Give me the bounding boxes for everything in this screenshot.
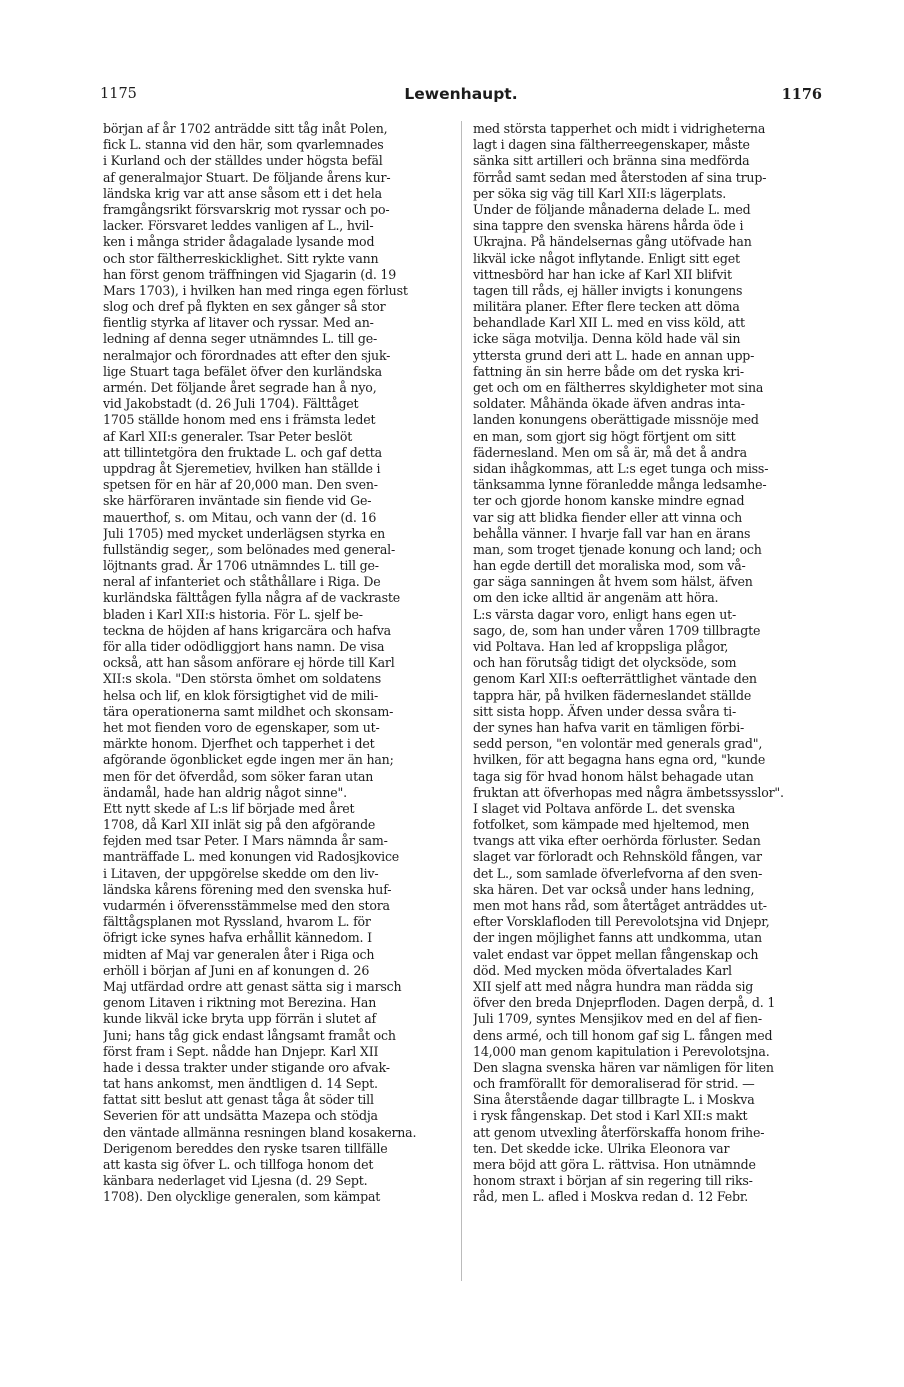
text-line: känbara nederlaget vid Ljesna (d. 29 Sept.	[103, 1173, 368, 1189]
text-line: kunde likväl icke bryta upp förrän i slutet af	[103, 1011, 376, 1027]
text-line: fruktan att öfverhopas med några ämbetssysslor".	[473, 784, 784, 800]
text-line: genom Karl XII:s oefterrättlighet väntade den	[473, 671, 757, 687]
text-line: sidan ihågkommas, att L:s eget tunga och miss-	[473, 460, 769, 476]
text-line: honom straxt i början af sin regering till riks-	[473, 1173, 753, 1189]
text-line: fientlig styrka af litaver och ryssar. Med an-	[103, 315, 374, 331]
text-line: XII:s skola. "Den största ömhet om soldatens	[103, 671, 382, 687]
text-line: men mot hans råd, som återtåget anträddes ut-	[473, 898, 767, 913]
text-line: ledning af denna seger utnämndes L. till ge-	[103, 331, 378, 347]
text-line: bladen i Karl XII:s historia. För L. sjelf be-	[103, 606, 363, 622]
text-line: vid Poltava. Han led af kroppsliga plågor,	[473, 639, 729, 654]
text-line: fattning än sin herre både om det ryska kri-	[473, 363, 744, 379]
text-line: i rysk fångenskap. Det stod i Karl XII:s makt	[473, 1108, 748, 1124]
text-line: Juli 1709, syntes Mensjikov med en del af fien-	[473, 1011, 762, 1027]
text-line: Maj utfärdad ordre att genast sätta sig i marsch	[103, 978, 402, 994]
text-line: ändamål, hade han aldrig något sinne".	[103, 784, 347, 800]
text-line: fattat sitt beslut att genast tåga åt söder till	[103, 1092, 374, 1108]
text-line: att kasta sig öfver L. och tillfoga honom det	[103, 1157, 374, 1172]
text-line: först fram i Sept. nådde han Dnjepr. Karl XII	[103, 1043, 379, 1059]
text-line: med största tapperhet och midt i vidrigheterna	[473, 121, 766, 136]
text-line: löjtnants grad. År 1706 utnämndes L. till ge-	[103, 558, 379, 574]
text-line: yttersta grund deri att L. hade en annan upp-	[473, 347, 755, 363]
text-line: valet endast var öppet mellan fångenskap och	[473, 946, 759, 962]
text-line: och framförallt för demoraliserad för strid. —	[473, 1076, 755, 1092]
text-line: Ukrajna. På händelsernas gång utöfvade han	[473, 234, 752, 250]
text-line: per söka sig väg till Karl XII:s lägerplats.	[473, 185, 727, 201]
text-line: tappra här, på hvilken fäderneslandet ställde	[473, 687, 752, 703]
text-line: i Kurland och der ställdes under högsta befäl	[103, 153, 383, 169]
text-line: sänka sitt artilleri och bränna sina medförda	[473, 153, 750, 169]
text-line: militära planer. Efter flere tecken att döma	[473, 299, 740, 315]
text-line: dens armé, och till honom gaf sig L. fången med	[473, 1027, 773, 1043]
text-line: var sig att blidka fiender eller att vinna och	[473, 509, 742, 525]
text-line: armén. Det följande året segrade han å nyo,	[103, 380, 377, 395]
text-line: behandlade Karl XII L. med en viss köld, att	[473, 315, 745, 331]
text-line: af Karl XII:s generaler. Tsar Peter beslöt	[103, 428, 353, 444]
column-divider	[461, 121, 462, 1281]
text-line: mauerthof, s. om Mitau, och vann der (d. 16	[103, 509, 377, 525]
text-line: fälttågsplanen mot Ryssland, hvarom L. för	[103, 914, 371, 930]
text-column-right	[473, 121, 823, 1206]
text-line: sago, de, som han under våren 1709 tillbragte	[473, 622, 761, 638]
text-line: han först genom träffningen vid Sjagarin (d. 19	[103, 266, 397, 282]
page-number-right: 1176	[781, 86, 822, 103]
text-line: der synes han hafva varit en tämligen förbi-	[473, 719, 745, 735]
text-line: L:s värsta dagar voro, enligt hans egen ut-	[473, 606, 737, 622]
page-header	[100, 86, 822, 108]
text-line: uppdrag åt Sjeremetiev, hvilken han ställde i	[103, 460, 381, 476]
text-line: sina tappre den svenska härens hårda öde i	[473, 218, 744, 234]
text-line: slog och dref på flykten en sex gånger så stor	[103, 299, 386, 315]
text-line: gar säga sanningen åt hvem som hälst, äfven	[473, 574, 753, 590]
text-line: Derigenom bereddes den ryske tsaren tillfälle	[103, 1140, 388, 1156]
text-line: vudarmén i öfverensstämmelse med den stora	[103, 898, 390, 913]
text-line: i Litaven, der uppgörelse skedde om den liv-	[103, 865, 379, 881]
text-line: framgångsrikt försvarskrig mot ryssar och po-	[103, 201, 390, 217]
text-line: efter Vorsklafloden till Perevolotsjna vid Dnjepr,	[473, 914, 770, 930]
text-line: afgörande ögonblicket egde ingen mer än han;	[103, 752, 394, 768]
text-line: Under de följande månaderna delade L. med	[473, 201, 751, 217]
text-line: genom Litaven i riktning mot Berezina. Han	[103, 995, 377, 1011]
text-line: öfrigt icke synes hafva erhållit kännedom. I	[103, 930, 372, 946]
text-line: en man, som gjort sig högt förtjent om sitt	[473, 428, 736, 444]
text-line: Ett nytt skede af L:s lif började med året	[103, 800, 355, 816]
text-line: get och om en fältherres skyldigheter mot sina	[473, 380, 764, 395]
text-line: soldater. Måhända ökade äfven andras inta-	[473, 396, 745, 412]
text-line: 1708). Den olycklige generalen, som kämpat	[103, 1189, 381, 1205]
text-line: fejden med tsar Peter. I Mars nämnda år sam-	[103, 833, 388, 849]
text-line: och stor fältherreskicklighet. Sitt rykte vann	[103, 250, 379, 266]
text-line: mera böjd att göra L. rättvisa. Hon utnämnde	[473, 1157, 756, 1172]
page-title: Lewenhaupt.	[404, 85, 518, 103]
text-line: om den icke alltid är angenäm att höra.	[473, 590, 719, 606]
text-line: lige Stuart taga befälet öfver den kurländska	[103, 363, 382, 379]
text-line: sitt sista hopp. Äfven under dessa svåra ti-	[473, 703, 737, 719]
text-line: lagt i dagen sina fältherreegenskaper, måste	[473, 137, 750, 153]
text-line: likväl icke något inflytande. Enligt sitt eget	[473, 250, 740, 266]
text-line: 14,000 man genom kapitulation i Perevolotsjna.	[473, 1043, 770, 1059]
text-line: Den slagna svenska hären var nämligen för liten	[473, 1059, 774, 1075]
text-line: fick L. stanna vid den här, som qvarlemnades	[103, 137, 384, 153]
text-line: Juni; hans tåg gick endast långsamt framåt och	[103, 1027, 396, 1043]
text-line: ländska krig var att anse såsom ett i det hela	[103, 185, 382, 201]
text-line: han egde dertill det moraliska mod, som vå-	[473, 558, 746, 574]
text-line: Mars 1703), i hvilken han med ringa egen förlust	[103, 282, 408, 298]
text-line: der ingen möjlighet fanns att undkomma, utan	[473, 930, 762, 946]
text-line: Sina återstående dagar tillbragte L. i Moskva	[473, 1092, 755, 1108]
text-line: neral af infanteriet och ståthållare i Riga. De	[103, 574, 381, 590]
text-line: att genom utvexling återförskaffa honom frihe-	[473, 1124, 765, 1140]
text-line: midten af Maj var generalen åter i Riga och	[103, 946, 375, 962]
text-line: taga sig för hvad honom hälst behagade utan	[473, 768, 754, 784]
text-line: 1708, då Karl XII inlät sig på den afgörande	[103, 817, 376, 833]
text-line: teckna de höjden af hans krigarcära och hafva	[103, 622, 391, 638]
text-line: hvilken, för att begagna hans egna ord, "kunde	[473, 752, 766, 768]
text-line: tagen till råds, ej häller invigts i konungens	[473, 282, 743, 298]
page-number-left: 1175	[100, 86, 137, 102]
text-line: tvangs att vika efter oerhörda förluster. Sedan	[473, 833, 761, 849]
text-line: icke säga motvilja. Denna köld hade väl sin	[473, 331, 741, 347]
text-line: slaget var förloradt och Rehnsköld fången, var	[473, 849, 762, 865]
text-line: ländska kårens förening med den svenska huf-	[103, 881, 392, 897]
text-line: Severien för att undsätta Mazepa och stödja	[103, 1108, 378, 1124]
text-line: för alla tider odödliggjort hans namn. De visa	[103, 639, 385, 654]
text-line: ske härföraren inväntade sin fiende vid Ge-	[103, 493, 372, 509]
text-line: förråd samt sedan med återstoden af sina trup-	[473, 169, 767, 185]
text-line: 1705 ställde honom med ens i främsta ledet	[103, 412, 376, 428]
text-line: början af år 1702 anträdde sitt tåg inåt Polen,	[103, 121, 388, 136]
text-line: I slaget vid Poltava anförde L. det svenska	[473, 800, 736, 816]
text-line: tänksamma lynne föranledde många ledsamhe-	[473, 477, 767, 493]
text-line: vittnesbörd har han icke af Karl XII blifvit	[473, 266, 732, 282]
text-line: död. Med mycken möda öfvertalades Karl	[473, 962, 732, 978]
text-line: het mot fienden voro de egenskaper, som ut-	[103, 719, 380, 735]
text-line: råd, men L. afled i Moskva redan d. 12 Febr.	[473, 1189, 749, 1205]
text-line: också, att han såsom anförare ej hörde till Karl	[103, 655, 395, 671]
text-line: tat hans ankomst, men ändtligen d. 14 Sept.	[103, 1076, 378, 1092]
text-line: ska hären. Det var också under hans ledning,	[473, 881, 755, 897]
text-line: landen konungens oberättigade missnöje med	[473, 412, 759, 428]
text-line: sedd person, "en volontär med generals grad",	[473, 736, 763, 752]
text-line: att tillintetgöra den fruktade L. och gaf detta	[103, 444, 382, 460]
text-line: lacker. Försvaret leddes vanligen af L., hvil-	[103, 218, 374, 234]
text-line: fotfolket, som kämpade med hjeltemod, men	[473, 817, 750, 833]
text-line: märkte honom. Djerfhet och tapperhet i det	[103, 736, 375, 752]
text-line: kurländska fälttågen fylla några af de vackraste	[103, 590, 400, 606]
text-line: helsa och lif, en klok försigtighet vid de mili-	[103, 687, 379, 703]
text-line: XII sjelf att med några hundra man rädda sig	[473, 978, 754, 994]
text-line: Juli 1705) med mycket underlägsen styrka en	[103, 525, 386, 541]
text-line: tära operationerna samt mildhet och skonsam-	[103, 703, 394, 719]
text-line: ten. Det skedde icke. Ulrika Eleonora var	[473, 1140, 730, 1156]
text-line: manträffade L. med konungen vid Radosjkovice	[103, 849, 400, 865]
text-line: fädernesland. Men om så är, må det å andra	[473, 444, 747, 460]
text-line: det L., som samlade öfverlefvorna af den sven-	[473, 865, 763, 881]
text-line: ter och gjorde honom kanske mindre egnad	[473, 493, 745, 509]
text-column-left	[103, 121, 453, 1206]
text-line: den väntade allmänna resningen bland kosakerna.	[103, 1124, 417, 1140]
text-line: af generalmajor Stuart. De följande årens kur-	[103, 169, 391, 185]
text-line: vid Jakobstadt (d. 26 Juli 1704). Fälttåget	[103, 396, 359, 412]
text-line: fullständig seger,, som belönades med general-	[103, 541, 396, 557]
text-line: öfver den breda Dnjeprfloden. Dagen derpå, d. 1	[473, 995, 776, 1011]
text-line: neralmajor och förordnades att efter den sjuk-	[103, 347, 391, 363]
text-line: behålla vänner. I hvarje fall var han en ärans	[473, 525, 751, 541]
text-line: man, som troget tjenade konung och land; och	[473, 541, 762, 557]
text-line: men för det öfverdåd, som söker faran utan	[103, 768, 374, 784]
text-line: ken i många strider ådagalade lysande mod	[103, 234, 375, 250]
text-line: erhöll i början af Juni en af konungen d. 26	[103, 962, 370, 978]
text-line: hade i dessa trakter under stigande oro afvak-	[103, 1059, 390, 1075]
text-line: spetsen för en här af 20,000 man. Den sven-	[103, 477, 378, 493]
text-line: och han förutsåg tidigt det olycksöde, som	[473, 655, 737, 671]
